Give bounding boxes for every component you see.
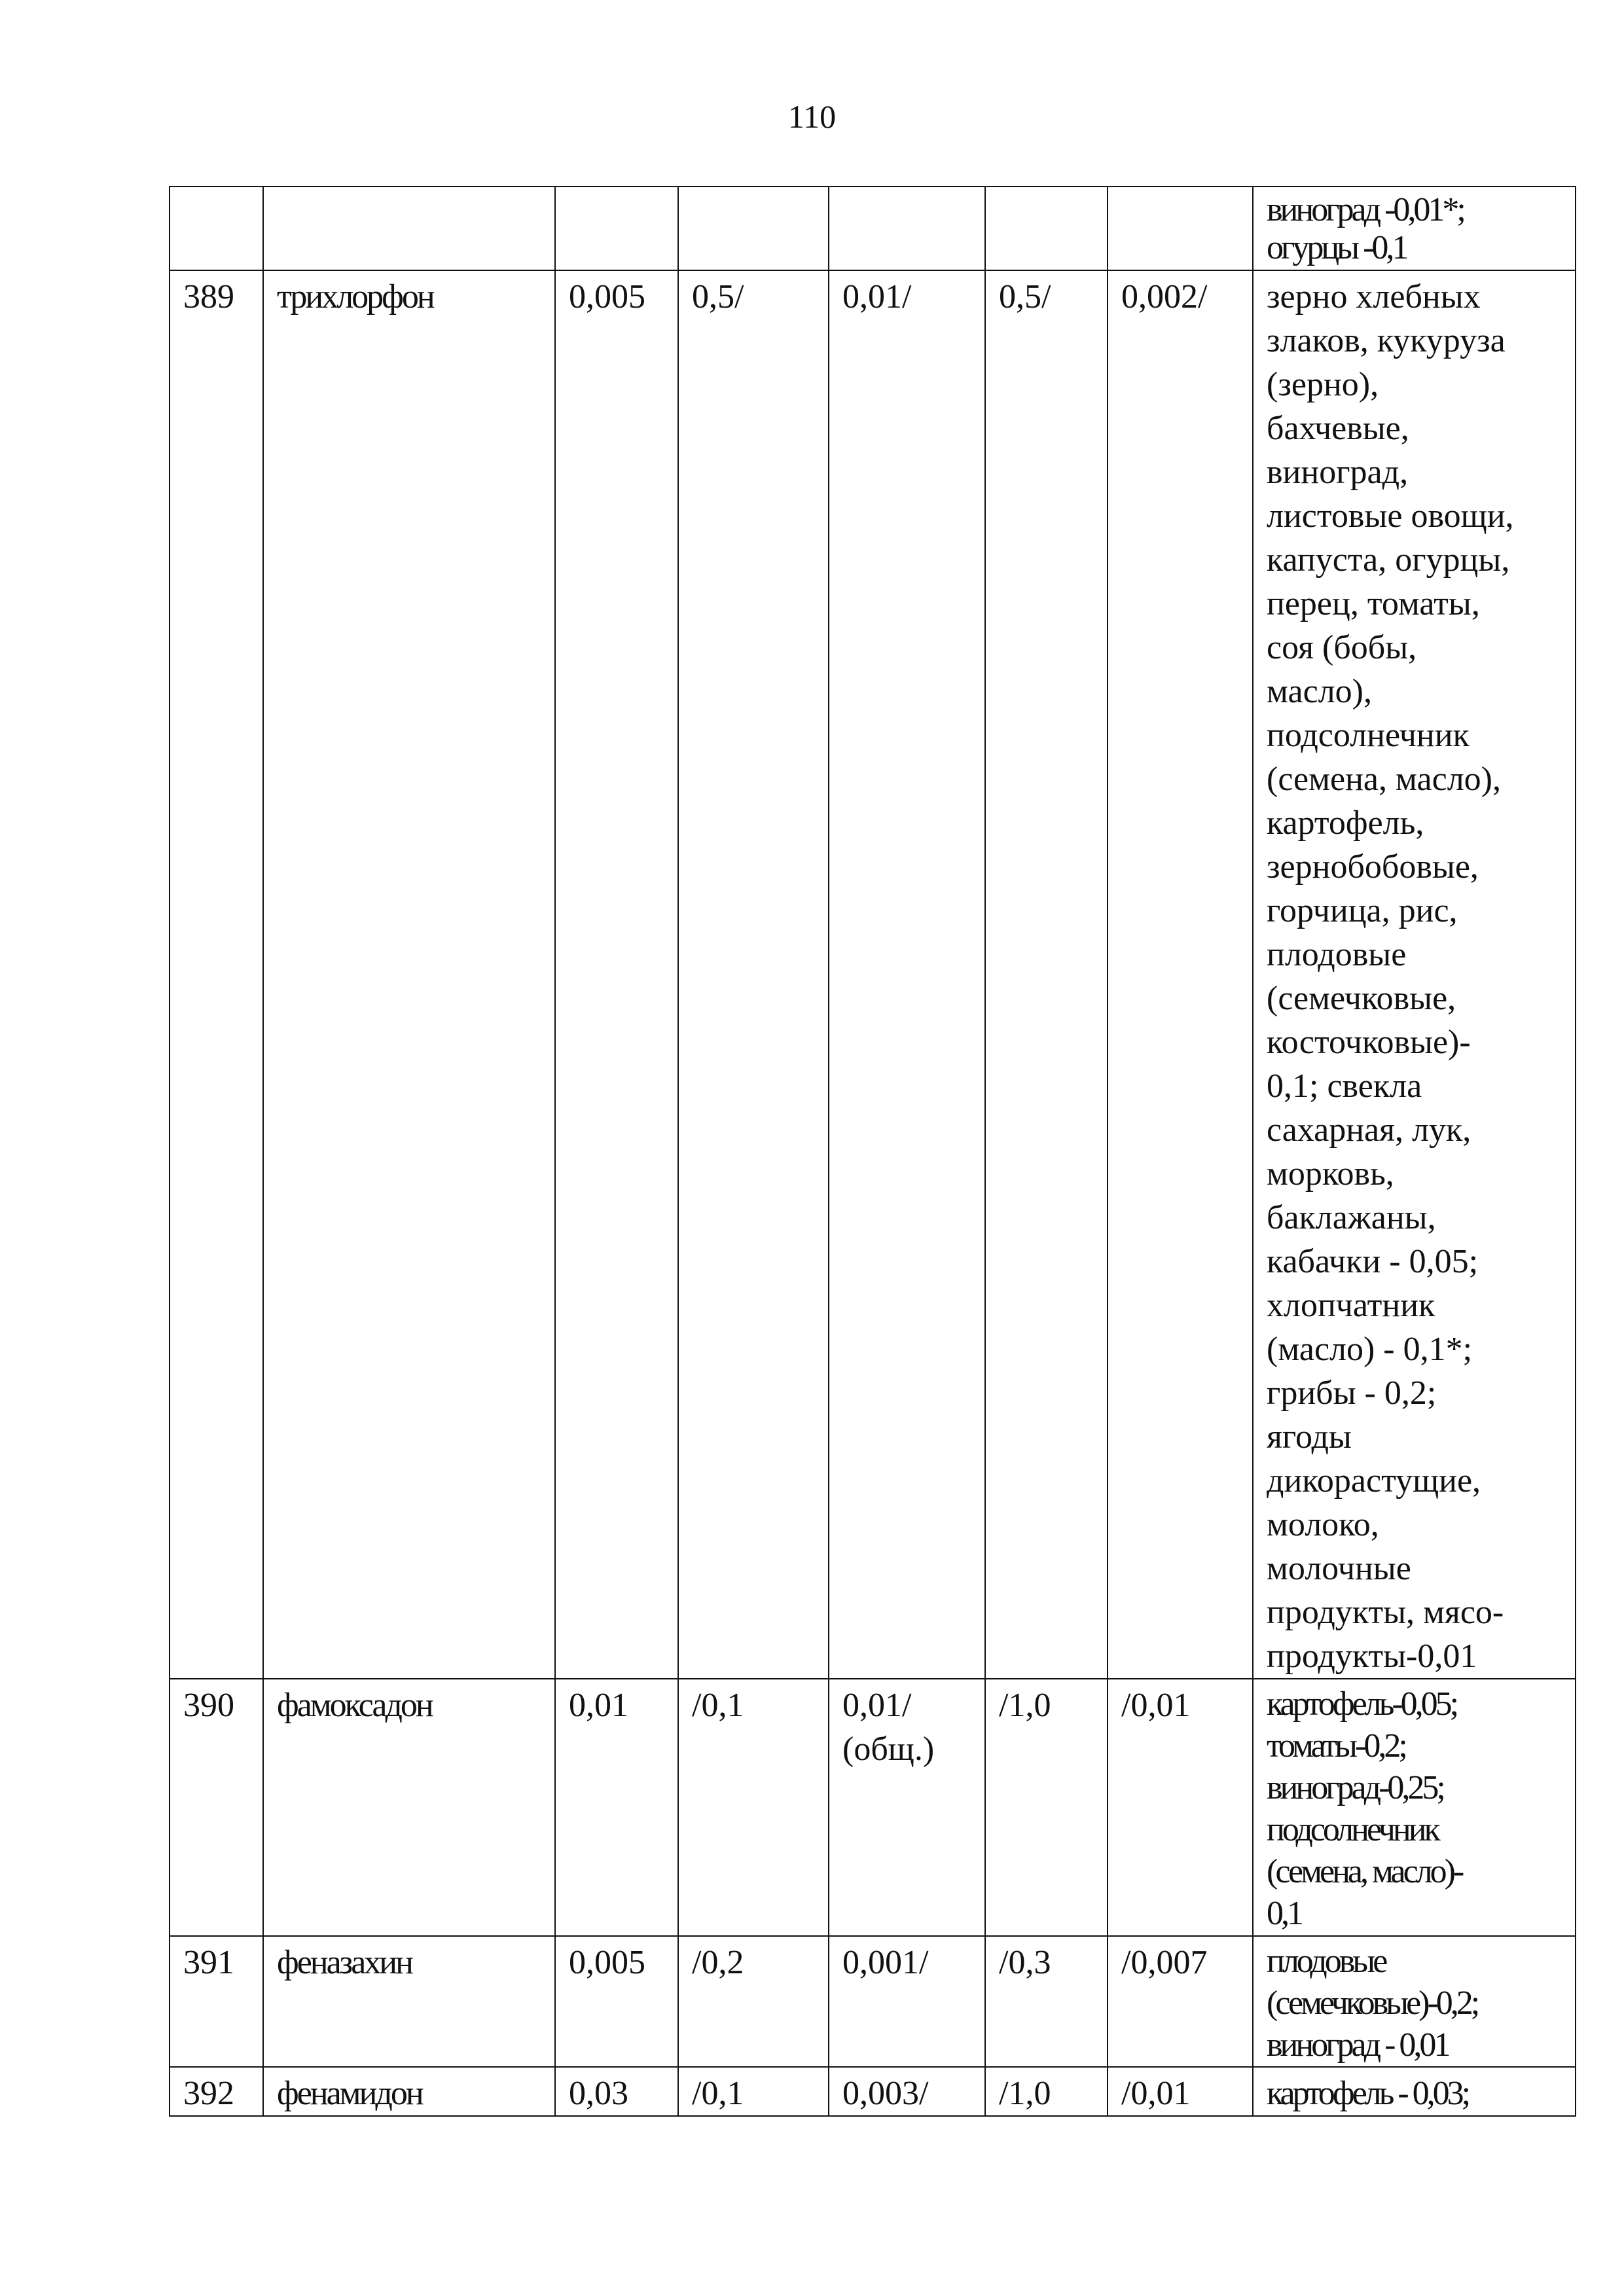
value-line: 0,01/ [842, 278, 912, 315]
value-cell-5 [829, 187, 985, 270]
row-number-cell: 389 [170, 270, 263, 1679]
products-line: (семена, масло), [1267, 761, 1501, 798]
products-cell [1253, 2067, 1576, 2116]
products-line: плодовые [1267, 936, 1407, 973]
substance-name-cell [263, 187, 555, 270]
value-cell-3: 0,005 [555, 1936, 678, 2067]
value-cell-6 [985, 187, 1108, 270]
value-cell-7: 0,002/ [1108, 270, 1253, 1679]
row-number-cell [170, 187, 263, 270]
row-number-cell: 391 [170, 1936, 263, 2067]
products-line: томаты-0,2; [1267, 1727, 1405, 1765]
products-line: баклажаны, [1267, 1199, 1436, 1236]
table-row [170, 187, 1576, 270]
products-line: ягоды [1267, 1418, 1352, 1456]
value-cell-5 [829, 1936, 985, 2067]
products-line: картофель, [1267, 804, 1424, 842]
products-line: перец, томаты, [1267, 585, 1480, 622]
value-line: 0,001/ [842, 1944, 929, 1981]
value-cell-7: /0,01 [1108, 2067, 1253, 2116]
value-cell-5 [829, 1679, 985, 1936]
value-cell-6: 0,5/ [985, 270, 1108, 1679]
value-cell-6: /1,0 [985, 2067, 1108, 2116]
value-cell-3: 0,005 [555, 270, 678, 1679]
value-cell-3: 0,01 [555, 1679, 678, 1936]
products-cell [1253, 270, 1576, 1679]
products-line: морковь, [1267, 1155, 1394, 1193]
products-line: картофель - 0,03; [1267, 2075, 1469, 2112]
products-line: кабачки - 0,05; [1267, 1243, 1479, 1280]
products-line: сахарная, лук, [1267, 1111, 1471, 1149]
substance-name-cell: фенамидон [263, 2067, 555, 2116]
products-line: зернобобовые, [1267, 848, 1479, 886]
value-line: (общ.) [842, 1731, 935, 1768]
substance-name-cell: фамоксадон [263, 1679, 555, 1936]
value-cell-4: 0,5/ [678, 270, 829, 1679]
products-line: молочные [1267, 1550, 1411, 1587]
products-line: 0,1 [1267, 1895, 1301, 1932]
products-line: (семечковые)-0,2; [1267, 1984, 1478, 2022]
products-line: масло), [1267, 673, 1372, 710]
value-cell-7 [1108, 187, 1253, 270]
products-cell [1253, 1936, 1576, 2067]
products-line: виноград - 0,01 [1267, 2026, 1449, 2064]
products-line: молоко, [1267, 1506, 1379, 1543]
substance-name-cell: трихлорфон [263, 270, 555, 1679]
row-number-cell: 390 [170, 1679, 263, 1936]
products-line: виноград, [1267, 454, 1409, 491]
row-number-cell: 392 [170, 2067, 263, 2116]
products-line: картофель-0,05; [1267, 1685, 1457, 1723]
products-line: продукты-0,01 [1267, 1638, 1477, 1675]
value-cell-3: 0,03 [555, 2067, 678, 2116]
value-cell-5 [829, 270, 985, 1679]
products-line: листовые овощи, [1267, 497, 1514, 535]
value-cell-6: /0,3 [985, 1936, 1108, 2067]
products-line: косточковые)- [1267, 1024, 1471, 1061]
products-line: соя (бобы, [1267, 629, 1417, 666]
products-line: подсолнечник [1267, 1811, 1438, 1848]
substance-table [169, 186, 1576, 2117]
products-line: подсолнечник [1267, 717, 1470, 754]
table-row [170, 1679, 1576, 1936]
value-cell-4: /0,1 [678, 1679, 829, 1936]
substance-name-cell: феназахин [263, 1936, 555, 2067]
products-line: продукты, мясо- [1267, 1594, 1504, 1631]
products-line: виноград-0,25; [1267, 1769, 1443, 1806]
products-line: капуста, огурцы, [1267, 541, 1510, 579]
products-line: (зерно), [1267, 366, 1379, 403]
value-line: 0,003/ [842, 2075, 929, 2112]
table-row [170, 1936, 1576, 2067]
products-line: злаков, кукуруза [1267, 322, 1506, 359]
products-line: огурцы -0,1 [1267, 229, 1407, 266]
products-line: (семечковые, [1267, 980, 1456, 1017]
value-cell-7: /0,01 [1108, 1679, 1253, 1936]
value-cell-5 [829, 2067, 985, 2116]
value-cell-4: /0,1 [678, 2067, 829, 2116]
products-line: зерно хлебных [1267, 278, 1481, 315]
products-cell [1253, 1679, 1576, 1936]
table-row [170, 270, 1576, 1679]
value-cell-4 [678, 187, 829, 270]
products-line: грибы - 0,2; [1267, 1374, 1437, 1412]
products-line: (семена, масло)- [1267, 1853, 1462, 1890]
products-line: (масло) - 0,1*; [1267, 1331, 1473, 1368]
products-cell [1253, 187, 1576, 270]
value-cell-7: /0,007 [1108, 1936, 1253, 2067]
products-line: 0,1; свекла [1267, 1067, 1422, 1105]
value-line: 0,01/ [842, 1687, 912, 1724]
value-cell-6: /1,0 [985, 1679, 1108, 1936]
products-line: бахчевые, [1267, 410, 1409, 447]
products-line: виноград -0,01*; [1267, 191, 1464, 228]
products-line: плодовые [1267, 1943, 1386, 1980]
table-row [170, 2067, 1576, 2116]
value-cell-3 [555, 187, 678, 270]
page-number: 110 [787, 98, 837, 135]
products-line: горчица, рис, [1267, 892, 1458, 929]
value-cell-4: /0,2 [678, 1936, 829, 2067]
products-line: дикорастущие, [1267, 1462, 1481, 1499]
products-line: хлопчатник [1267, 1287, 1435, 1324]
